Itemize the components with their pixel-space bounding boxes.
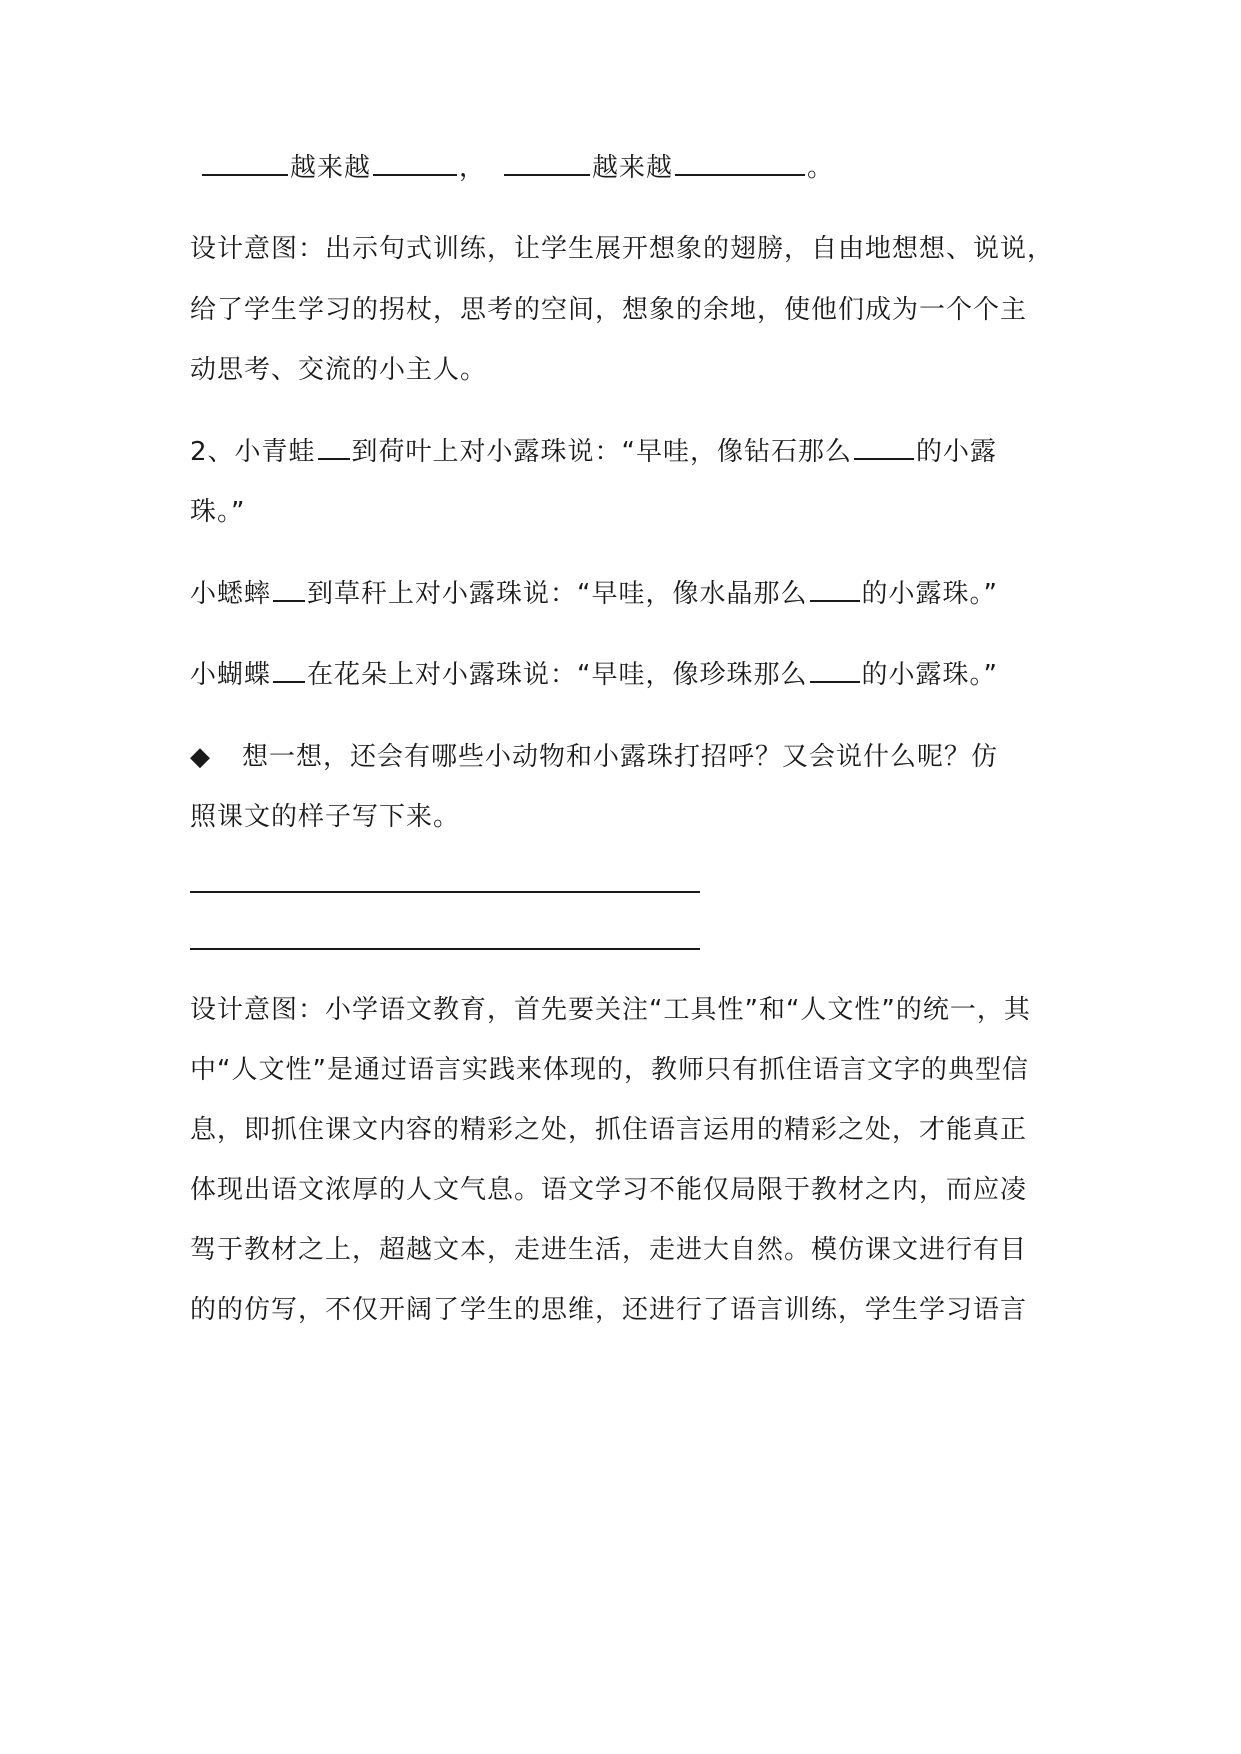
exercise2-text: 小蝴蝶	[190, 660, 272, 690]
fill-blank[interactable]	[810, 655, 860, 683]
intent1-line-2: 给了学生学习的拐杖，思考的空间，想象的余地，使他们成为一个个主	[190, 295, 1028, 325]
exercise2-text: 到荷叶上对小露珠说：“早哇，像钻石那么	[351, 437, 853, 467]
fill-blank[interactable]	[854, 432, 914, 460]
exercise2-text: 到草秆上对小露珠说：“早哇，像水晶那么	[307, 579, 808, 609]
fill-blank[interactable]	[810, 574, 860, 602]
intent2-line-6: 的的仿写，不仅开阔了学生的思维，还进行了语言训练，学生学习语言	[190, 1295, 1028, 1325]
exercise2-line-3	[190, 574, 998, 614]
intent2-line-3: 息，即抓住课文内容的精彩之处，抓住语言运用的精彩之处，才能真正	[190, 1115, 1028, 1145]
exercise2-line-4	[190, 655, 998, 695]
fill-blank[interactable]	[273, 574, 305, 602]
exercise2-text: 的小露珠。”	[861, 579, 998, 609]
pattern-text-4: 。	[807, 153, 835, 183]
fill-blank[interactable]	[373, 148, 457, 176]
pattern-text-1: 越来越	[290, 153, 372, 183]
exercise2-line-1	[190, 432, 997, 472]
fill-blank[interactable]	[504, 148, 590, 176]
pattern-text-2: ，	[459, 153, 487, 183]
intent1-line-1: 设计意图：出示句式训练，让学生展开想象的翅膀，自由地想想、说说，	[190, 234, 1055, 264]
fill-blank[interactable]	[675, 148, 805, 176]
exercise2-text: 2、小青蛙	[190, 437, 316, 467]
exercise2-text: 的小露	[916, 437, 998, 467]
think-text: 想一想，还会有哪些小动物和小露珠打招呼？又会说什么呢？仿	[242, 742, 999, 772]
fill-blank[interactable]	[273, 655, 305, 683]
intent2-line-4: 体现出语文浓厚的人文气息。语文学习不能仅局限于教材之内，而应凌	[190, 1175, 1028, 1205]
intent2-line-5: 驾于教材之上，超越文本，走进生活，走进大自然。模仿课文进行有目	[190, 1235, 1028, 1265]
exercise2-text: 小蟋蟀	[190, 579, 272, 609]
exercise2-text: 在花朵上对小露珠说：“早哇，像珍珠那么	[307, 660, 808, 690]
intent1-line-3: 动思考、交流的小主人。	[190, 355, 488, 385]
intent2-line-2: 中“人文性”是通过语言实践来体现的，教师只有抓住语言文字的典型信	[190, 1055, 1029, 1085]
intent2-line-1: 设计意图：小学语文教育，首先要关注“工具性”和“人文性”的统一，其	[190, 995, 1031, 1025]
think-line-2: 照课文的样子写下来。	[190, 802, 461, 832]
diamond-bullet-icon: ◆	[190, 742, 211, 772]
fill-blank[interactable]	[202, 148, 288, 176]
writing-line[interactable]	[190, 948, 700, 950]
writing-line[interactable]	[190, 891, 700, 893]
exercise2-line-2: 珠。”	[190, 497, 246, 527]
pattern-text-3: 越来越	[592, 153, 674, 183]
sentence-pattern-line	[200, 148, 834, 188]
exercise2-text: 的小露珠。”	[861, 660, 998, 690]
think-line-1	[190, 737, 998, 777]
fill-blank[interactable]	[318, 432, 350, 460]
